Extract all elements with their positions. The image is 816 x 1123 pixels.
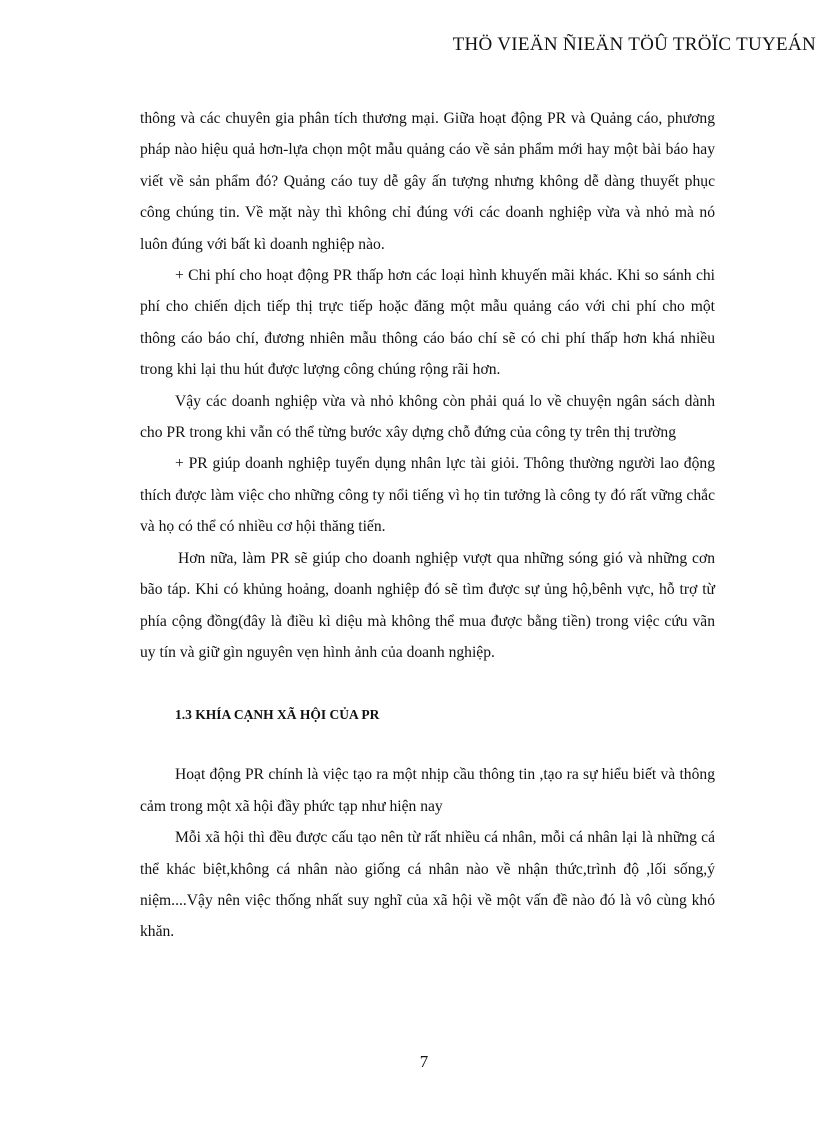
paragraph-recruitment: + PR giúp doanh nghiệp tuyển dụng nhân lực tài giỏi. Thông thường người lao động thích được làm việc cho những công ty nổi tiếng vì họ tin tưởng là công ty đó rất vững chắc và họ có thể có nhiều cơ hội thăng tiến. (140, 455, 715, 536)
page-number: 7 (419, 1052, 429, 1071)
paragraph-crisis: Hơn nữa, làm PR sẽ giúp cho doanh nghiệp vượt qua những sóng gió và những cơn bão táp. Khi có khủng hoảng, doanh nghiệp đó sẽ tìm được sự ủng hộ,bênh vực, hỗ trợ từ phía cộng đồng(đây là điều kì diệu mà không thể mua được bằng tiền) trong việc cứu vãn uy tín và giữ gìn nguyên vẹn hình ảnh của doanh nghiệp. (140, 549, 715, 661)
paragraph-budget: Vậy các doanh nghiệp vừa và nhỏ không còn phải quá lo về chuyện ngân sách dành cho PR trong khi vẫn có thể từng bước xây dựng chỗ đứng của công ty trên thị trường (140, 392, 715, 442)
paragraph-pr-cost: + Chi phí cho hoạt động PR thấp hơn các loại hình khuyến mãi khác. Khi so sánh chi phí cho chiến dịch tiếp thị trực tiếp hoặc đăng một mẫu quảng cáo với chi phí cho một thông cáo báo chí, đương nhiên mẫu thông cáo báo chí sẽ có chi phí thấp hơn khá nhiều trong khi lại thu hút được lượng công chúng rộng rãi hơn. (140, 267, 715, 379)
paragraph-social-individuals: Mỗi xã hội thì đều được cấu tạo nên từ rất nhiều cá nhân, mỗi cá nhân lại là những cá thể khác biệt,không cá nhân nào giống cá nhân nào về nhận thức,trình độ ,lối sống,ý niệm....Vậy nên việc thống nhất suy nghĩ của xã hội về một vấn đề nào đó là vô cùng khó khăn. (140, 829, 715, 941)
section-heading: 1.3 KHÍA CẠNH XÃ HỘI CỦA PR (175, 707, 380, 723)
paragraph-pr-vs-advertising: thông và các chuyên gia phân tích thương mại. Giữa hoạt động PR và Quảng cáo, phương pháp nào hiệu quả hơn-lựa chọn một mẫu quảng cáo về sản phẩm mới hay một bài báo hay viết về sản phẩm đó? Quảng cáo tuy dễ gây ấn tượng nhưng không dễ dàng thuyết phục công chúng tin. Về mặt này thì không chỉ đúng với các doanh nghiệp vừa và nhỏ mà nó luôn đúng với bất kì doanh nghiệp nào. (140, 110, 715, 253)
document-body (140, 103, 715, 948)
paragraph-social-bridge: Hoạt động PR chính là việc tạo ra một nhịp cầu thông tin ,tạo ra sự hiểu biết và thông cảm trong một xã hội đầy phức tạp như hiện nay (140, 766, 715, 815)
library-header: THÖ VIEÄN ÑIEÄN TÖÛ TRÖÏC TUYEÁN (452, 34, 816, 55)
